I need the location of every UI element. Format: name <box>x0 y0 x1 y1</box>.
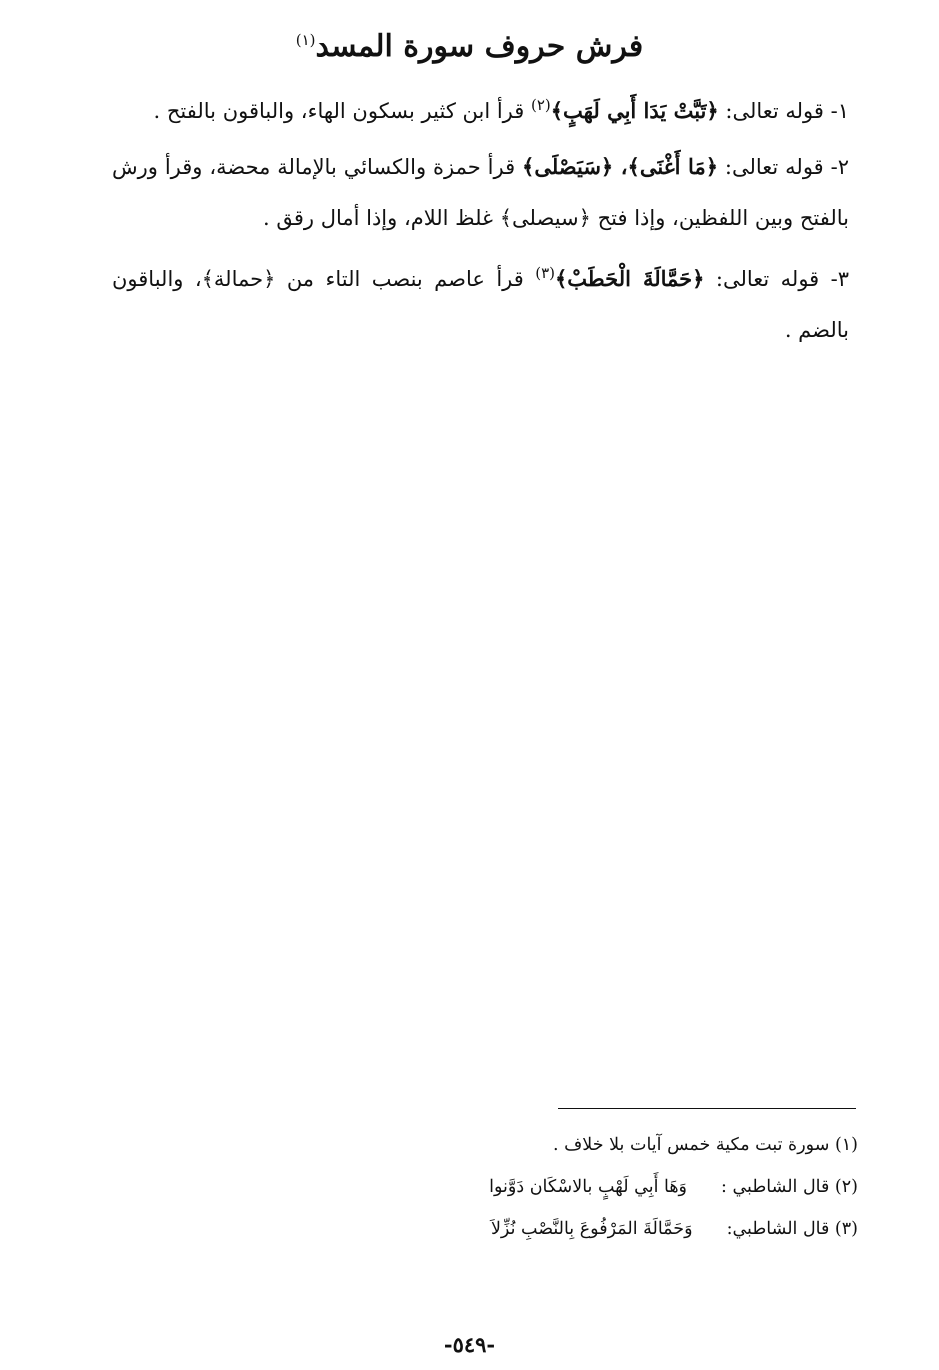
paragraph-3-prefix: ٣- قوله تعالى: <box>704 266 849 291</box>
paragraph-1-quran: ﴿تَبَّتْ يَدَا أَبِي لَهَبٍ﴾ <box>550 98 719 123</box>
footnotes <box>300 1124 858 1250</box>
paragraph-2 <box>112 141 849 245</box>
footnote-3-verse: وَحَمَّالَةَ المَرْفُوعَ بِالنَّصْبِ نُزِّلاَ <box>490 1219 693 1239</box>
title-footnote-ref: (١) <box>295 31 316 49</box>
paragraph-2-quran: ﴿مَا أَغْنَى﴾، ﴿سَيَصْلَى﴾ <box>522 153 719 179</box>
footnote-2 <box>300 1166 858 1208</box>
paragraph-1 <box>112 80 849 138</box>
paragraph-1-footnote-ref: (٢) <box>530 96 551 114</box>
paragraph-3-quran: ﴿حَمَّالَةَ الْحَطَبْ﴾ <box>554 265 705 291</box>
footnote-1 <box>300 1124 858 1166</box>
paragraph-1-prefix: ١- قوله تعالى: <box>718 99 849 123</box>
page-number: -٥٤٩- <box>443 1332 496 1357</box>
paragraph-3-footnote-ref: (٣) <box>535 263 555 282</box>
footnote-1-text: (١) سورة تبت مكية خمس آيات بلا خلاف . <box>553 1135 858 1155</box>
title-text: فرش حروف سورة المسد <box>315 29 644 64</box>
footnote-3-text: (٣) قال الشاطبي: <box>726 1219 858 1239</box>
paragraph-2-text: قرأ حمزة والكسائي بالإمالة محضة، وقرأ ورش بالفتح وبين اللفظين، وإذا فتح ﴿سيصلى﴾ غلظ اللام، وإذا أمال رقق . <box>112 154 849 230</box>
paragraph-3 <box>112 248 849 357</box>
footnote-2-text: (٢) قال الشاطبي : <box>721 1177 858 1197</box>
paragraph-3-text: قرأ عاصم بنصب التاء من ﴿حمالة﴾، والباقون بالضم . <box>112 266 849 342</box>
footnote-divider <box>558 1108 856 1109</box>
footnote-2-verse: وَهَا أَبِي لَهْبٍ بالاسْكَان دَوَّنوا <box>489 1177 687 1197</box>
paragraph-2-prefix: ٢- قوله تعالى: <box>718 154 849 179</box>
main-text <box>112 80 849 360</box>
footnote-3 <box>300 1208 858 1250</box>
page-title <box>0 18 939 69</box>
paragraph-1-text: قرأ ابن كثير بسكون الهاء، والباقون بالفتح . <box>153 99 531 123</box>
